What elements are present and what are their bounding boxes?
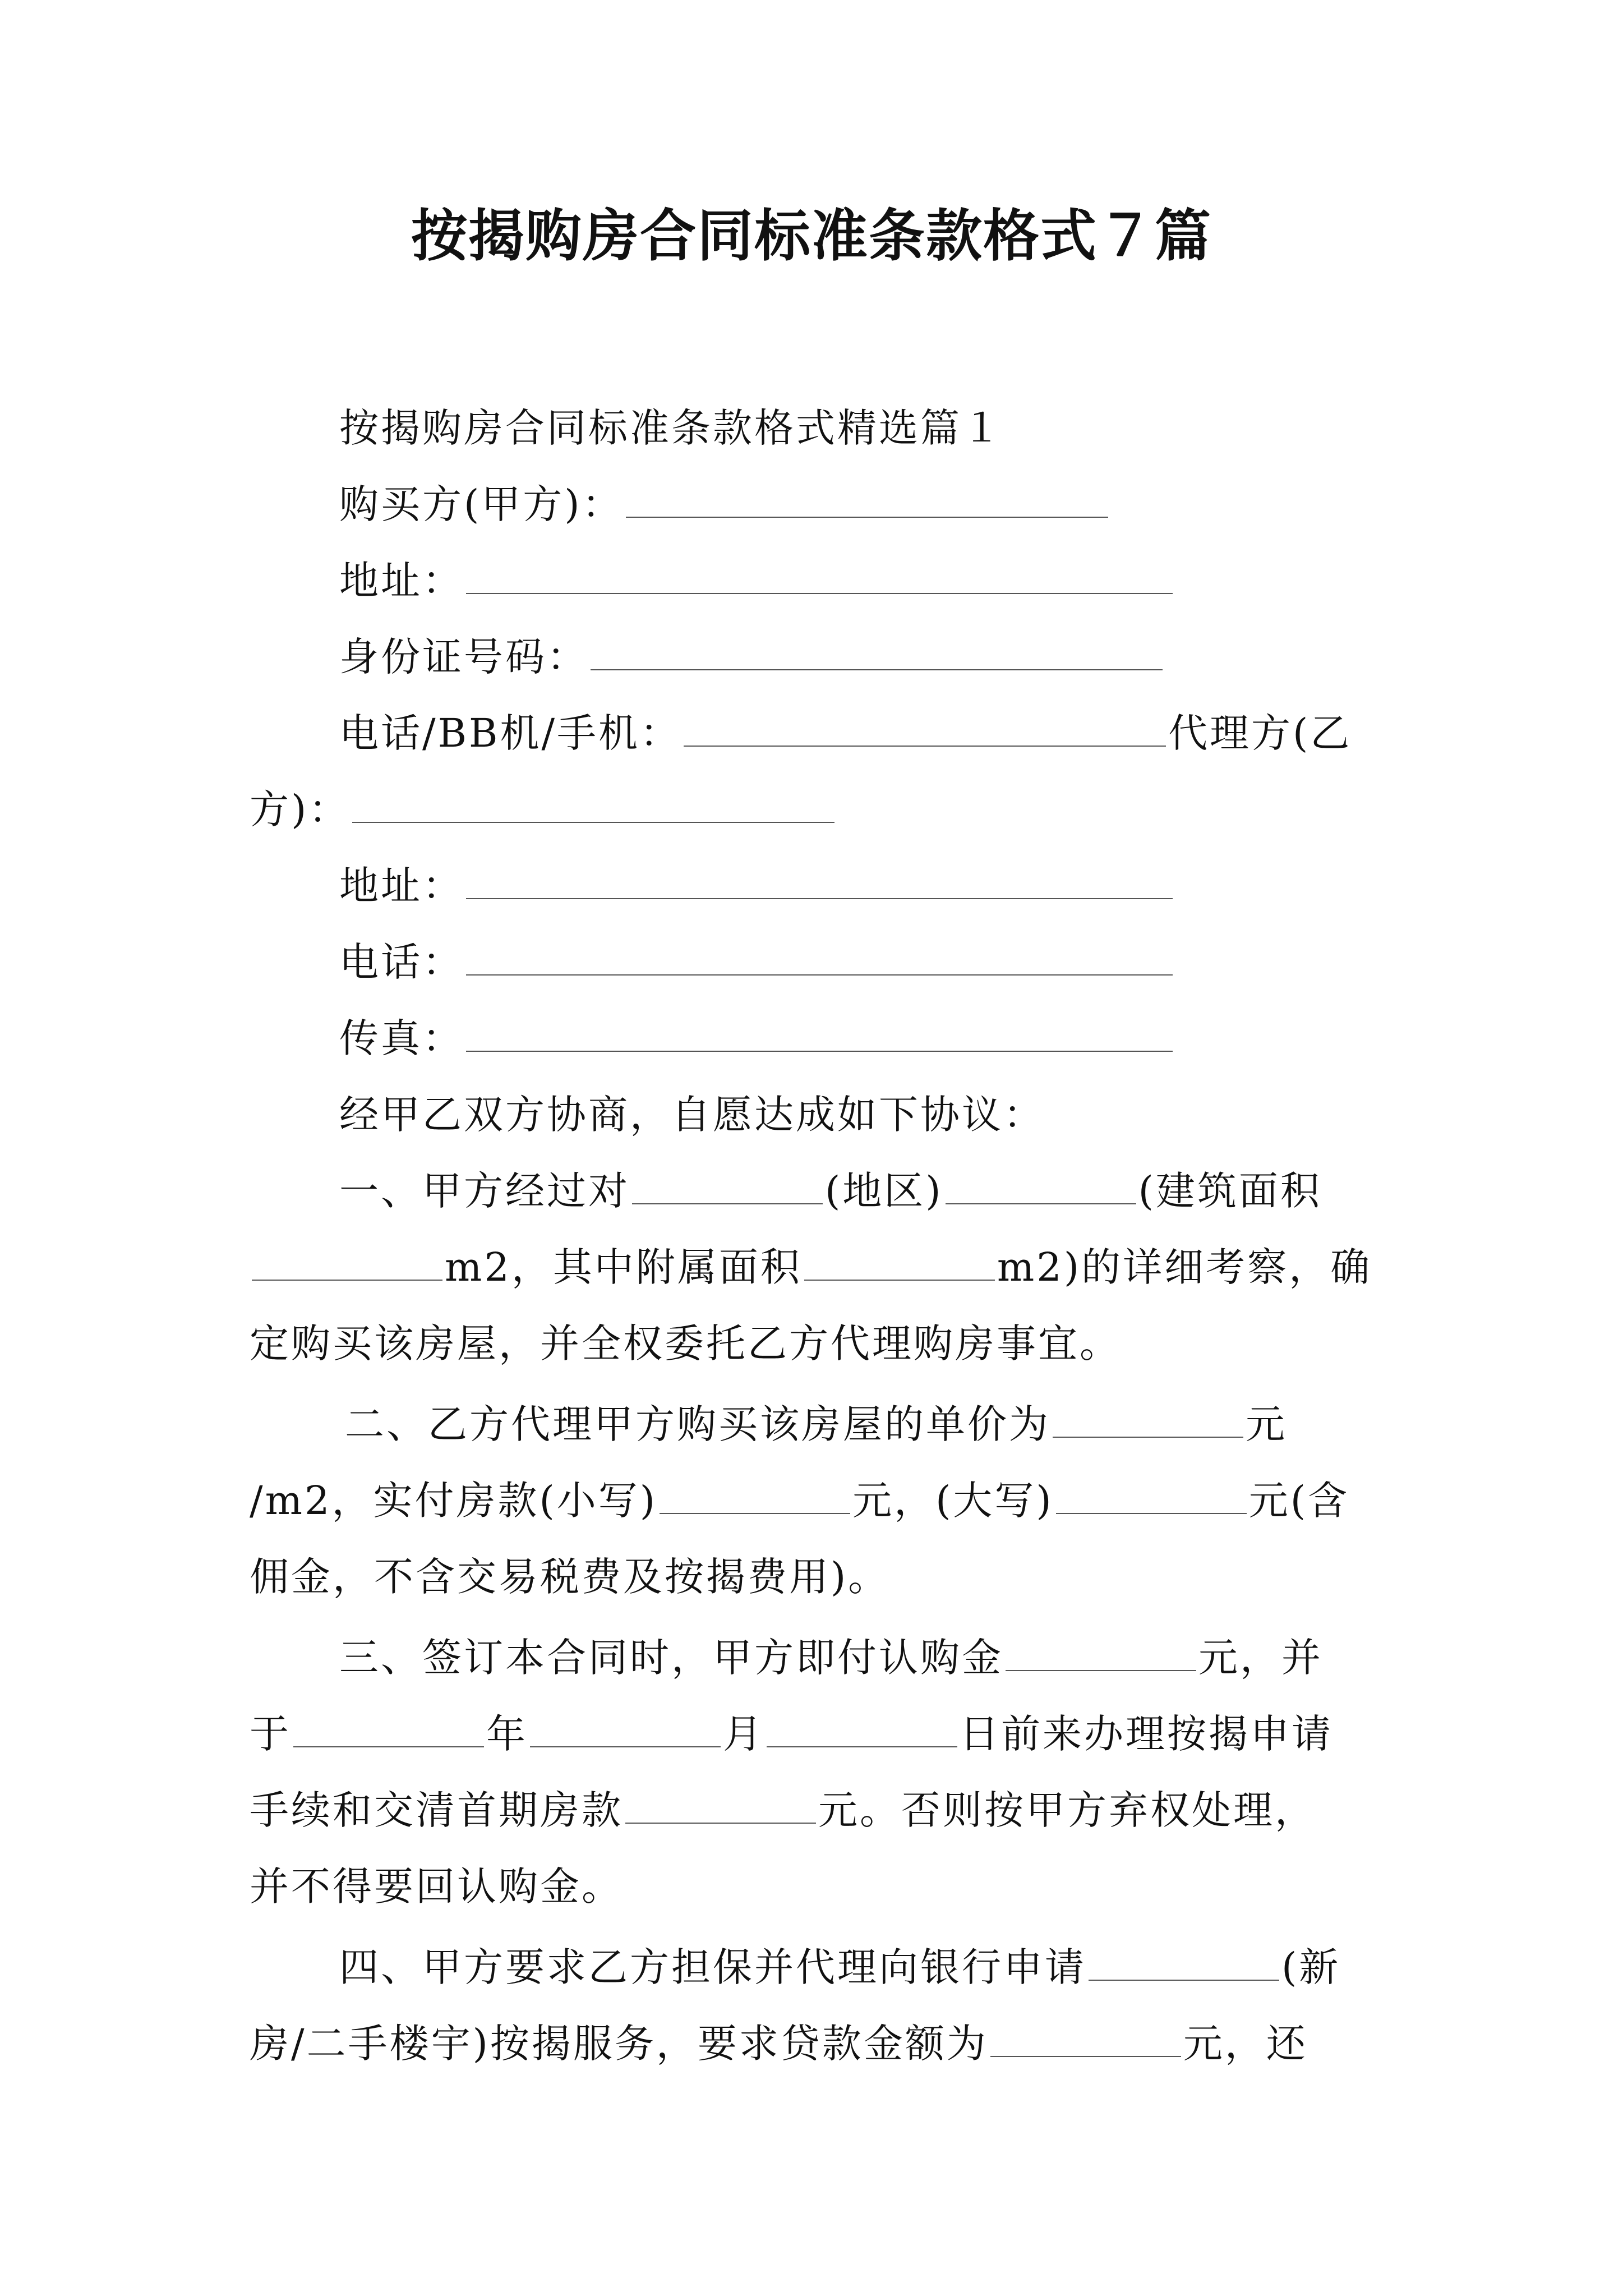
clause2-amount-large-blank[interactable] — [1056, 1479, 1247, 1514]
clause4-type-blank[interactable] — [1089, 1946, 1279, 1981]
agent-label-a: 代理方(乙 — [1168, 710, 1352, 756]
buyer-phone-blank[interactable] — [684, 712, 1166, 747]
clause3-text-c: 于 — [250, 1711, 291, 1757]
clause3-day-blank[interactable] — [767, 1713, 957, 1747]
agent-address-label: 地址： — [339, 863, 464, 909]
clause1-text-a: 一、甲方经过对 — [339, 1168, 630, 1214]
clause4-line2 — [250, 2005, 1388, 2082]
clause3-deposit-blank[interactable] — [1006, 1636, 1196, 1671]
buyer-id-line — [250, 619, 1388, 695]
clause4-line1 — [250, 1929, 1388, 2005]
document-title: 按揭购房合同标准条款格式７篇 — [411, 203, 1212, 269]
clause1-text-c: (建筑面积 — [1138, 1168, 1322, 1214]
clause3-line1 — [250, 1619, 1388, 1696]
subtitle: 按揭购房合同标准条款格式精选篇１ — [339, 405, 1003, 451]
clause1-text-b: (地区) — [825, 1168, 943, 1214]
clause2-text-c: /m2，实付房款(小写) — [250, 1478, 658, 1524]
clause4-text-a: 四、甲方要求乙方担保并代理向银行申请 — [339, 1944, 1086, 1990]
clause4-loan-amount-blank[interactable] — [990, 2022, 1181, 2057]
clause1-property-blank[interactable] — [946, 1170, 1136, 1204]
buyer-id-blank[interactable] — [591, 636, 1163, 670]
clause2-text-a: 二、乙方代理甲方购买该房屋的单价为 — [345, 1401, 1050, 1447]
buyer-line — [250, 466, 1388, 542]
clause1-line3: 定购买该房屋，并全权委托乙方代理购房事宜。 — [250, 1320, 1121, 1366]
clause4-text-c: 房/二手楼宇)按揭服务，要求贷款金额为 — [250, 2021, 988, 2067]
clause2-text-d: 元，(大写) — [852, 1478, 1054, 1524]
clause3-text-d: 年 — [486, 1711, 528, 1757]
clause1-line2 — [250, 1229, 1388, 1305]
clause1-text-d: m2，其中附属面积 — [445, 1244, 802, 1290]
clause4-text-d: 元，还 — [1183, 2021, 1308, 2067]
agent-label-b: 方)： — [250, 786, 351, 832]
clause1-annex-area-blank[interactable] — [804, 1246, 995, 1281]
buyer-id-label: 身份证号码： — [339, 634, 588, 680]
buyer-phone-label: 电话/BB机/手机： — [339, 710, 682, 756]
clause2-line1 — [250, 1386, 1388, 1462]
agent-name-blank[interactable] — [352, 788, 834, 823]
clause3-text-f: 日前来办理按揭申请 — [960, 1711, 1333, 1757]
agent-phone-line — [250, 924, 1388, 1000]
clause1-line1 — [250, 1153, 1388, 1229]
clause2-line2 — [250, 1462, 1388, 1539]
clause3-text-b: 元，并 — [1198, 1635, 1323, 1681]
clause1-area-blank[interactable] — [632, 1170, 823, 1204]
clause3-down-payment-blank[interactable] — [625, 1789, 816, 1824]
clause3-line3 — [250, 1772, 1388, 1848]
clause2-line3: 佣金，不含交易税费及按揭费用)。 — [250, 1554, 890, 1600]
buyer-phone-line — [250, 695, 1388, 771]
agent-phone-blank[interactable] — [466, 941, 1173, 976]
agent-fax-label: 传真： — [339, 1015, 464, 1061]
clause1-building-area-blank[interactable] — [252, 1246, 442, 1281]
clause2-unit-price-blank[interactable] — [1053, 1403, 1243, 1438]
clause3-line2 — [250, 1696, 1388, 1772]
clause4-text-b: (新 — [1281, 1944, 1341, 1990]
agent-address-line — [250, 848, 1388, 924]
clause3-text-e: 月 — [723, 1711, 764, 1757]
buyer-address-label: 地址： — [339, 558, 464, 604]
clause3-year-blank[interactable] — [293, 1713, 484, 1747]
agent-fax-blank[interactable] — [466, 1017, 1173, 1052]
agent-fax-line — [250, 1000, 1388, 1076]
buyer-name-blank[interactable] — [626, 483, 1108, 518]
buyer-address-line — [250, 542, 1388, 619]
clause3-month-blank[interactable] — [530, 1713, 721, 1747]
clause2-text-e: 元(含 — [1248, 1478, 1350, 1524]
buyer-label: 购买方(甲方)： — [339, 481, 624, 527]
buyer-address-blank[interactable] — [466, 559, 1173, 594]
intro-line: 经甲乙双方协商，自愿达成如下协议： — [339, 1092, 1045, 1138]
clause3-text-g: 手续和交清首期房款 — [250, 1787, 623, 1833]
clause1-text-e: m2)的详细考察，确 — [997, 1244, 1372, 1290]
clause3-text-a: 三、签订本合同时，甲方即付认购金 — [339, 1635, 1003, 1681]
clause2-text-b: 元 — [1246, 1401, 1287, 1447]
agent-address-blank[interactable] — [466, 864, 1173, 899]
clause3-line4: 并不得要回认购金。 — [250, 1864, 623, 1910]
agent-line — [250, 771, 1388, 848]
agent-phone-label: 电话： — [339, 939, 464, 985]
clause2-amount-small-blank[interactable] — [660, 1479, 850, 1514]
document-body — [250, 390, 1388, 2082]
clause3-text-h: 元。否则按甲方弃权处理， — [818, 1787, 1316, 1833]
